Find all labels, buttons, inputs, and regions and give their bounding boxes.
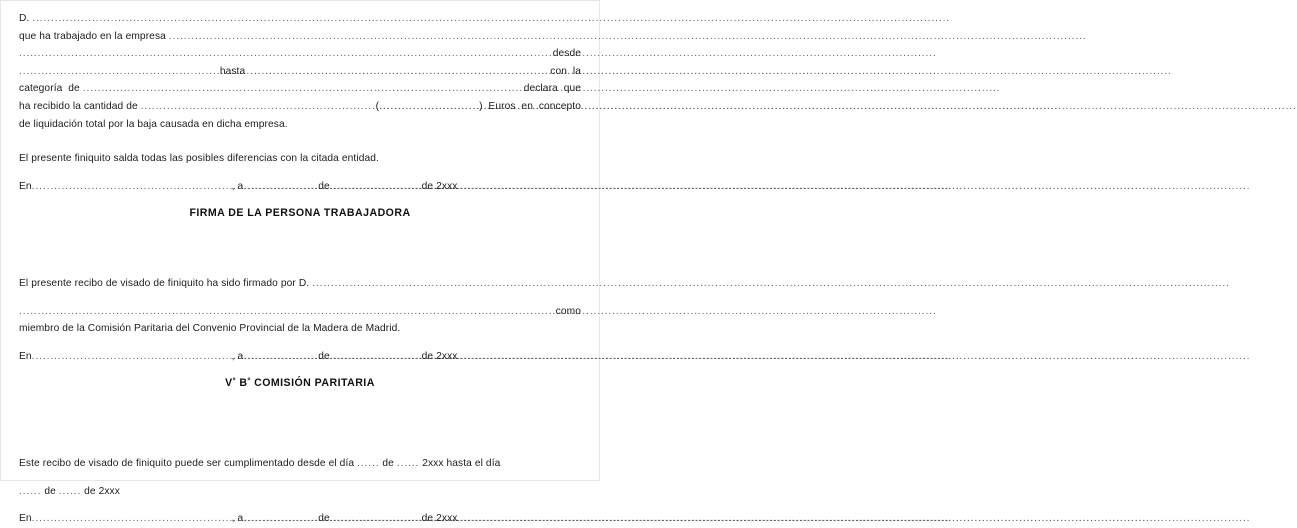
field-line-lugar-fecha-validez [19, 510, 581, 528]
label-en: En [19, 180, 32, 192]
text-finiquito-salda: El presente finiquito salda todas las posibles diferencias con la citada entidad. [19, 153, 379, 165]
label-de-1-comision: de [315, 350, 333, 362]
heading-firma-persona-trabajadora: FIRMA DE LA PERSONA TRABAJADORA [189, 207, 411, 220]
field-line-company [19, 28, 581, 46]
dotted-fill-mes-trabajador[interactable] [333, 178, 419, 196]
label-cantidad: ha recibido la cantidad de [19, 100, 138, 112]
dotted-fill-mes-validez[interactable] [333, 510, 419, 528]
section-worker-declaration [19, 10, 581, 223]
dotted-fill-mes-hasta[interactable]: ...... [58, 485, 82, 497]
label-categoria: categoría de [19, 83, 80, 95]
paren-open: ( [375, 100, 380, 112]
label-de-1: de [315, 180, 333, 192]
dotted-fill-lugar-trabajador[interactable] [32, 178, 232, 196]
label-hasta: hasta [219, 65, 246, 77]
heading-visto-bueno-comision-paritaria [19, 375, 581, 393]
text-periodo-cumplimentacion [19, 455, 581, 473]
field-line-lugar-fecha-trabajador [19, 178, 581, 196]
dotted-fill-dia-comision[interactable] [243, 348, 315, 366]
label-declara-que: declara que [523, 83, 581, 95]
ordinal-indicator-v: º [232, 376, 236, 386]
dotted-fill-firmante[interactable] [312, 275, 581, 293]
label-en-comision: En [19, 350, 32, 362]
label-de-desde: de [379, 457, 397, 469]
label-con-la: con la [550, 65, 581, 77]
label-de-2xxx-hasta: de 2xxx [81, 485, 120, 497]
field-line-worker-name [19, 10, 581, 28]
heading-comision-paritaria: COMISIÓN PARITARIA [250, 377, 375, 390]
text-miembro-comision: miembro de la Comisión Paritaria del Convenio Provincial de la Madera de Madrid. [19, 323, 401, 335]
label-d: D. [19, 13, 30, 24]
text-periodo-hasta [19, 483, 581, 501]
label-company: que ha trabajado en la empresa [19, 30, 166, 42]
document-page [0, 0, 600, 525]
dotted-fill-cantidad-letra[interactable] [141, 98, 373, 116]
field-line-cantidad [19, 98, 581, 116]
dotted-fill-fecha-inicio[interactable] [19, 63, 211, 81]
heading-letter-v: V [225, 377, 233, 390]
dotted-fill-firmante-cont[interactable] [19, 303, 556, 321]
label-como: como [555, 305, 581, 317]
dotted-fill-mes-desde[interactable]: ...... [396, 457, 420, 469]
label-euros-concepto: ) Euros en concepto [479, 100, 581, 112]
label-anio-hasta-el-dia: 2xxx hasta el día [419, 457, 501, 469]
label-de-2xxx: de 2xxx [418, 180, 458, 192]
label-a-comision: , a [231, 350, 244, 362]
label-de-2xxx-validez: de 2xxx [418, 513, 458, 525]
dotted-fill-dia-trabajador[interactable] [243, 178, 315, 196]
label-periodo-desde: Este recibo de visado de finiquito puede ser cumplimentado desde el día [19, 457, 358, 469]
label-en-validez: En [19, 513, 32, 525]
heading-letter-b: B [235, 377, 248, 390]
document-body [19, 10, 581, 528]
field-line-firmante-cont [19, 303, 581, 321]
dotted-fill-categoria[interactable] [83, 80, 521, 98]
dotted-fill-lugar-comision[interactable] [32, 348, 232, 366]
dotted-fill-dia-validez[interactable] [243, 510, 315, 528]
field-line-firmante-visado [19, 275, 581, 293]
label-a: , a [231, 180, 244, 192]
dotted-fill-fecha-fin[interactable] [254, 63, 544, 81]
dotted-fill-mes-comision[interactable] [333, 348, 419, 366]
dotted-fill-dia-hasta[interactable]: ...... [19, 485, 42, 497]
label-de-2xxx-comision: de 2xxx [418, 350, 458, 362]
field-line-categoria [19, 80, 581, 98]
dotted-fill-company[interactable] [169, 28, 581, 46]
label-desde: desde [552, 48, 581, 60]
label-firmado-por: El presente recibo de visado de finiquito ha sido firmado por D. [19, 277, 310, 289]
field-line-hasta [19, 63, 581, 81]
field-line-lugar-fecha-comision [19, 348, 581, 366]
dotted-fill-name[interactable] [32, 10, 581, 28]
dotted-fill-company-cont[interactable] [19, 45, 547, 63]
section-committee-visado [19, 275, 581, 393]
label-de-1-validez: de [315, 513, 333, 525]
dotted-fill-cantidad-numero[interactable] [379, 98, 479, 116]
label-de-hasta: de [41, 485, 59, 497]
ordinal-indicator-b: º [247, 376, 251, 386]
text-liquidacion-total: de liquidación total por la baja causada en dicha empresa. [19, 118, 288, 130]
dotted-fill-lugar-validez[interactable] [32, 510, 232, 528]
dotted-fill-dia-desde[interactable]: ...... [357, 457, 380, 469]
section-validity-period [19, 455, 581, 528]
label-a-validez: , a [231, 513, 244, 525]
field-line-desde [19, 45, 581, 63]
